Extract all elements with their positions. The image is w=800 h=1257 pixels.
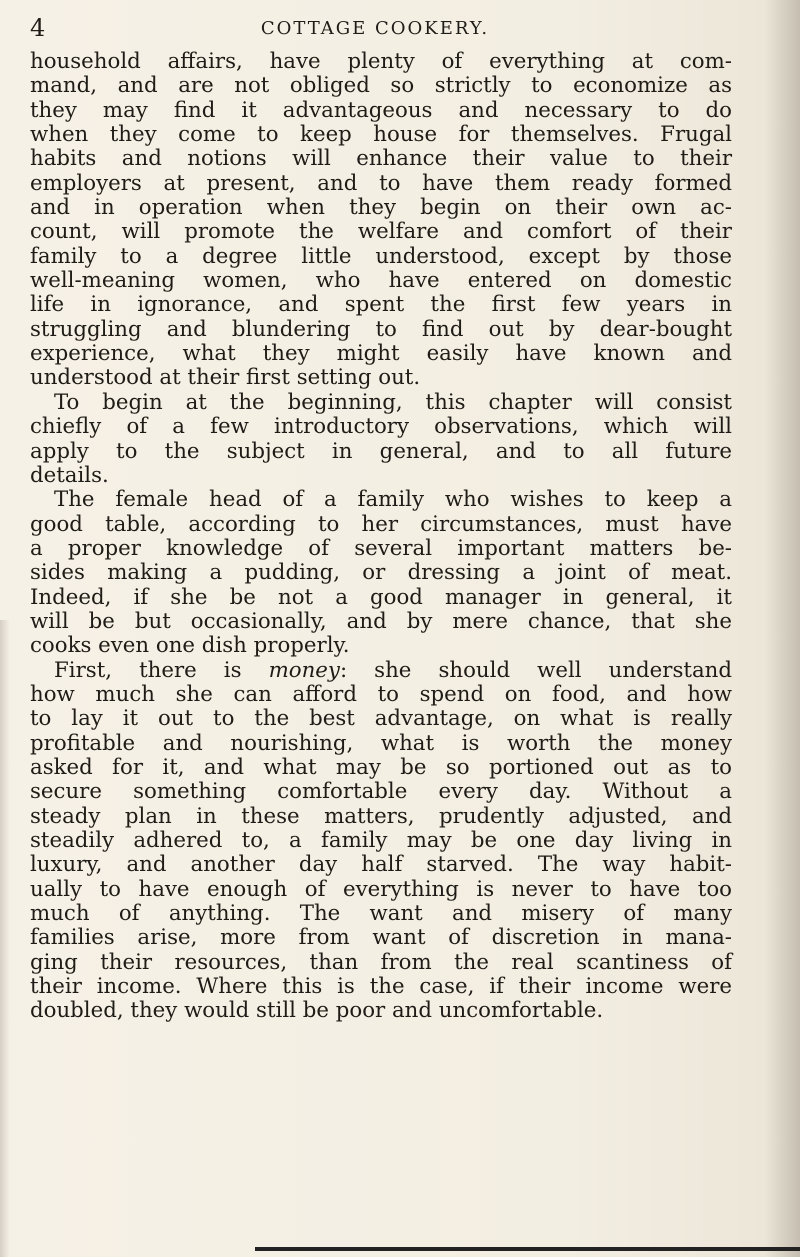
text-line: employers at present, and to have them ready formed <box>30 170 732 196</box>
text-line: life in ignorance, and spent the first few years in <box>30 292 732 318</box>
binding-shadow <box>0 620 10 1257</box>
text-line: understood at their first setting out. <box>30 365 421 391</box>
emphasized-word: money <box>268 657 340 683</box>
text-line: families arise, more from want of discretion in mana- <box>30 925 732 951</box>
text-line: and in operation when they begin on their own ac- <box>30 195 732 221</box>
text-line: To begin at the beginning, this chapter will consist <box>54 389 732 415</box>
text-line: apply to the subject in general, and to all future <box>30 438 732 464</box>
text-line: steadily adhered to, a family may be one day living in <box>30 828 732 853</box>
text-line: when they come to keep house for themselves. Frugal <box>30 122 732 148</box>
text-line: secure something comfortable every day. Without a <box>30 779 732 805</box>
text-line: chiefly of a few introductory observations, which will <box>30 414 732 440</box>
text-line: mand, and are not obliged so strictly to economize as <box>30 73 732 99</box>
text-line: count, will promote the welfare and comfort of their <box>30 219 732 245</box>
page-edge-shadow <box>764 0 800 1257</box>
text-line: The female head of a family who wishes to keep a <box>54 487 732 513</box>
text-line: to lay it out to the best advantage, on what is really <box>30 706 732 732</box>
text-line: cooks even one dish properly. <box>30 633 350 659</box>
text-line: sides making a pudding, or dressing a joint of meat. <box>30 560 732 586</box>
page-number: 4 <box>30 14 47 42</box>
text-line: how much she can afford to spend on food, and how <box>30 681 732 707</box>
text-line: First, there is money: she should well understand <box>54 657 732 683</box>
text-line: a proper knowledge of several important matters be- <box>30 535 732 561</box>
text-line: profitable and nourishing, what is worth the money <box>30 730 732 756</box>
text-line: family to a degree little understood, except by those <box>30 243 732 269</box>
text-line: asked for it, and what may be so portioned out as to <box>30 754 732 780</box>
text-line: ging their resources, than from the real scantiness of <box>30 949 732 975</box>
text-line: much of anything. The want and misery of many <box>30 901 732 927</box>
text-line: habits and notions will enhance their value to their <box>30 146 732 172</box>
running-title: COTTAGE COOKERY. <box>260 18 490 39</box>
text-line: their income. Where this is the case, if their income were <box>30 974 732 1000</box>
text-line: household affairs, have plenty of everything at com- <box>30 49 732 74</box>
text-line: they may find it advantageous and necessary to do <box>30 97 732 123</box>
text-line: ually to have enough of everything is never to have too <box>30 876 732 902</box>
body-text <box>30 50 732 1024</box>
text-line: Indeed, if she be not a good manager in general, it <box>30 584 732 610</box>
bottom-rule <box>255 1247 800 1251</box>
text-line: good table, according to her circumstances, must have <box>30 511 732 537</box>
text-line: details. <box>30 462 109 488</box>
page-header <box>30 14 720 44</box>
text-line: struggling and blundering to find out by dear-bought <box>30 316 732 342</box>
text-line: steady plan in these matters, prudently adjusted, and <box>30 803 732 829</box>
text-line: well-meaning women, who have entered on domestic <box>30 268 732 294</box>
text-line: doubled, they would still be poor and uncomfortable. <box>30 998 604 1024</box>
text-line: luxury, and another day half starved. The way habit- <box>30 852 732 878</box>
text-line: experience, what they might easily have known and <box>30 341 732 367</box>
text-line: will be but occasionally, and by mere chance, that she <box>30 608 732 634</box>
